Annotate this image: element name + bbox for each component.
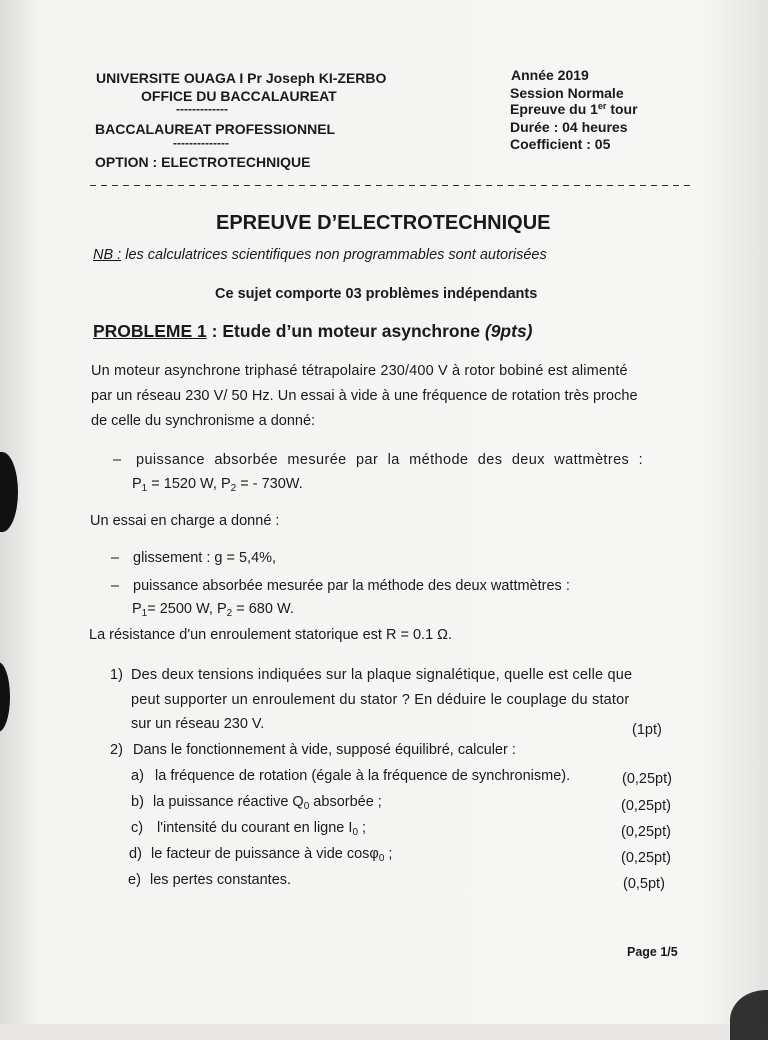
problem-1-title: : Etude d’un moteur asynchrone [206, 321, 485, 341]
bullet-dash: – [113, 452, 122, 468]
noload-p1-sub: 1 [141, 483, 148, 494]
q2-item-b-post: absorbée ; [309, 794, 382, 810]
q2-item-c-points: (0,25pt) [621, 824, 671, 840]
nb-label: NB : [93, 247, 122, 263]
exam-year: Année 2019 [511, 67, 589, 83]
problem-1-points: (9pts) [484, 321, 533, 341]
load-bullet-slip: glissement : g = 5,4%, [133, 550, 277, 566]
subject-note: Ce sujet comporte 03 problèmes indépendants [215, 286, 538, 302]
noload-values [132, 476, 303, 492]
page-number: Page 1/5 [627, 945, 678, 959]
q2-item-b-pre: la puissance réactive Q [153, 794, 304, 810]
load-values [132, 601, 294, 617]
nb-note [93, 247, 547, 263]
q2-item-d-points: (0,25pt) [621, 850, 671, 866]
office-name: OFFICE DU BACCALAUREAT [141, 88, 337, 104]
punch-hole-shadow-bottom [0, 662, 10, 732]
punch-hole-shadow-top [0, 452, 18, 532]
noload-p2-sub: 2 [230, 483, 237, 494]
q2-item-b-text [153, 794, 382, 810]
exam-round [510, 101, 638, 117]
question-1-points: (1pt) [632, 722, 662, 738]
intro-line-3: de celle du synchronisme a donné: [91, 413, 316, 429]
exam-duration: Durée : 04 heures [510, 119, 628, 135]
load-p1-label: P [132, 601, 142, 617]
question-1-line-1: Des deux tensions indiquées sur la plaque signalétique, quelle est celle que [131, 667, 633, 683]
q2-item-c-post: ; [358, 820, 367, 836]
question-2-number: 2) [110, 742, 123, 758]
q2-item-e-text: les pertes constantes. [150, 872, 292, 888]
exam-coefficient: Coefficient : 05 [510, 136, 611, 152]
q2-item-d-sub: 0 [378, 853, 385, 864]
load-p2-label: P [216, 601, 227, 617]
exam-round-text: Epreuve du 1 [510, 101, 598, 117]
noload-p1-label: P [132, 476, 142, 492]
problem-1-heading [93, 321, 533, 342]
q2-item-b-points: (0,25pt) [621, 798, 671, 814]
question-1-line-3: sur un réseau 230 V. [131, 716, 265, 732]
intro-line-1: Un moteur asynchrone triphasé tétrapolaire 230/400 V à rotor bobiné est alimenté [91, 363, 628, 379]
q2-item-e-points: (0,5pt) [623, 876, 665, 892]
q2-item-c-text [157, 820, 366, 836]
institution-name: UNIVERSITE OUAGA I Pr Joseph KI-ZERBO [96, 70, 387, 86]
stator-resistance: La résistance d'un enroulement statorique est R = 0.1 Ω. [89, 627, 453, 643]
question-1-line-2: peut supporter un enroulement du stator ? En déduire le couplage du stator [131, 692, 630, 708]
noload-p1-value: = 1520 W, [147, 476, 221, 492]
noload-p2-value: = - 730W. [236, 476, 303, 492]
q2-item-letter: a) [131, 768, 144, 784]
load-p1-sub: 1 [141, 608, 148, 619]
q2-item-a-text: la fréquence de rotation (égale à la fréquence de synchronisme). [155, 768, 571, 784]
header-separator-1: ------------- [176, 102, 228, 116]
load-p2-sub: 2 [226, 608, 233, 619]
q2-item-d-post: ; [384, 846, 393, 862]
q2-item-d-pre: le facteur de puissance à vide cosφ [151, 846, 379, 862]
header-separator-2: -------------- [173, 136, 229, 150]
q2-item-c-sub: 0 [352, 827, 358, 838]
page-title: EPREUVE D’ELECTROTECHNIQUE [216, 212, 551, 234]
q2-item-letter: e) [128, 872, 141, 888]
exam-round-suffix: tour [606, 101, 638, 117]
load-p1-value: = 2500 W, [147, 601, 217, 617]
problem-1-label: PROBLEME 1 [93, 321, 207, 341]
q2-item-a-points: (0,25pt) [622, 771, 672, 787]
exam-round-superscript: er [597, 101, 607, 111]
exam-name: BACCALAUREAT PROFESSIONNEL [95, 121, 336, 137]
nb-text: les calculatrices scientifiques non programmables sont autorisées [121, 247, 547, 263]
load-bullet-power: puissance absorbée mesurée par la méthode des deux wattmètres : [133, 578, 570, 594]
question-2-text: Dans le fonctionnement à vide, supposé équilibré, calculer : [133, 742, 516, 758]
load-p2-value: = 680 W. [232, 601, 294, 617]
noload-p2-label: P [221, 476, 231, 492]
q2-item-letter: d) [129, 846, 142, 862]
question-1-number: 1) [110, 667, 123, 683]
q2-item-letter: c) [131, 820, 144, 836]
q2-item-b-sub: 0 [303, 801, 310, 812]
q2-item-d-text [151, 846, 392, 862]
q2-item-c-pre: l'intensité du courant en ligne I [157, 820, 353, 836]
corner-shadow [730, 990, 768, 1040]
noload-bullet: puissance absorbée mesurée par la méthode des deux wattmètres : [136, 452, 644, 468]
bullet-dash: – [111, 550, 120, 566]
option-name: OPTION : ELECTROTECHNIQUE [95, 154, 311, 170]
intro-line-2: par un réseau 230 V/ 50 Hz. Un essai à vide à une fréquence de rotation très proche [91, 388, 638, 404]
bullet-dash: – [111, 578, 120, 594]
q2-item-letter: b) [131, 794, 144, 810]
header-dashed-divider [90, 182, 690, 190]
exam-session: Session Normale [510, 85, 624, 101]
load-intro: Un essai en charge a donné : [90, 513, 280, 529]
